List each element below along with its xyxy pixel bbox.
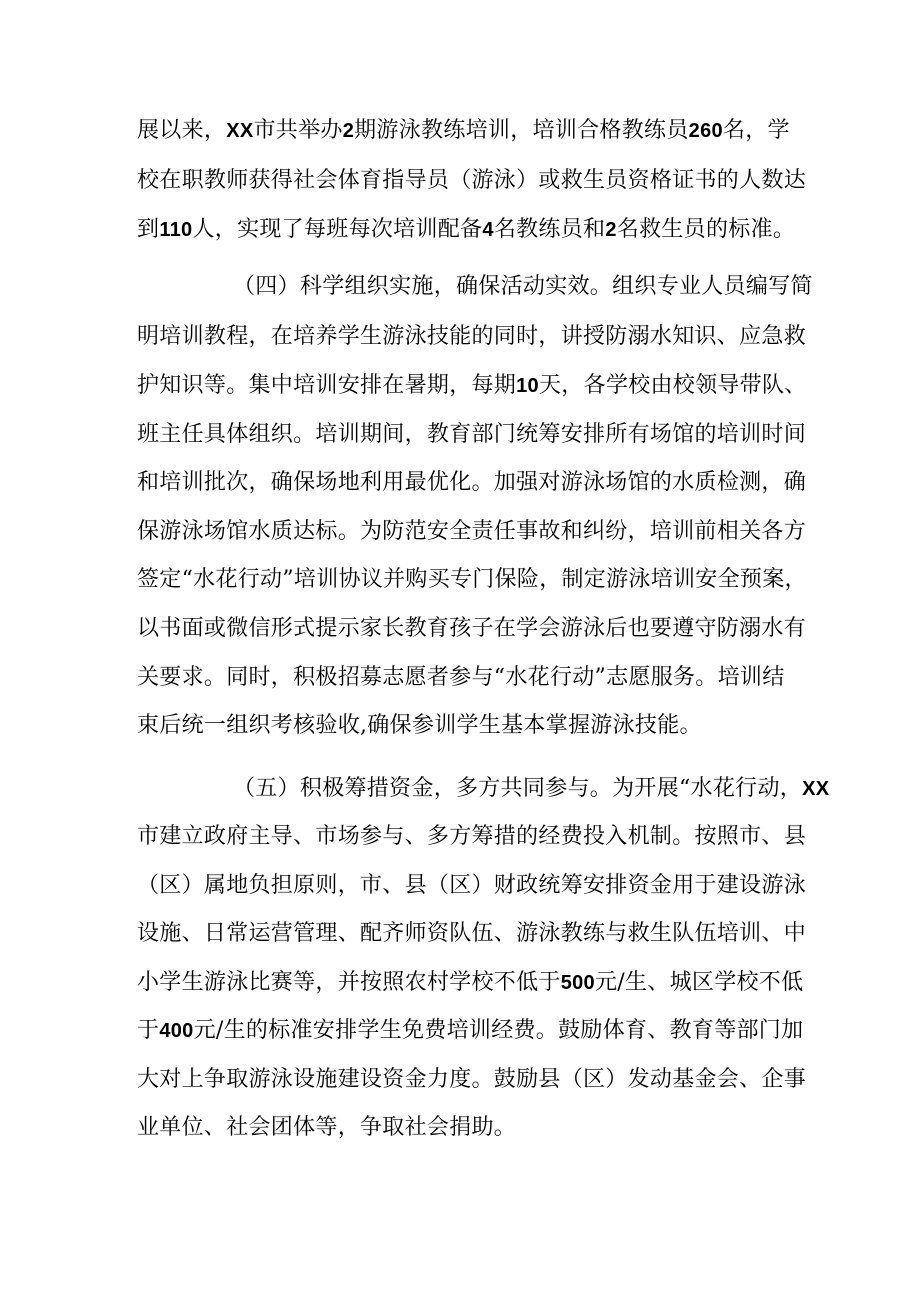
text-run-bold: XX: [226, 120, 254, 142]
section-5-line-2: [137, 822, 806, 852]
text-run: （四）科学组织实施，确保活动实效。组织专业人员编写简: [233, 274, 813, 299]
text-run-bold: 500: [560, 972, 595, 994]
text-run: 护知识等。集中培训安排在暑期，每期: [137, 373, 517, 398]
text-run: 元/生的标准安排学生免费培训经费。鼓励体育、教育等部门加: [193, 1018, 804, 1043]
section-4-line-9: [137, 663, 785, 693]
section-5-line-8: [137, 1113, 516, 1143]
text-run: 束后统一组织考核验收,确保参训学生基本掌握游泳技能。: [137, 713, 702, 738]
section-5-line-6: [137, 1016, 803, 1046]
section-4-line-10: [137, 711, 702, 741]
section-5-line-4: [137, 919, 806, 949]
text-run-bold: 2: [342, 120, 355, 142]
paragraph-1-line-2: [137, 166, 806, 196]
text-run-bold: 400: [159, 1020, 194, 1042]
section-5-line-3: [137, 871, 806, 901]
section-4-line-2: [137, 322, 806, 352]
text-run: 保游泳场馆水质达标。为防范安全责任事故和纠纷，培训前相关各方: [137, 519, 807, 544]
text-run-bold: 10: [516, 375, 539, 397]
section-4-line-8: [137, 614, 806, 644]
text-run: 校在职教师获得社会体育指导员（游泳）或救生员资格证书的人数达: [137, 168, 807, 193]
paragraph-1-line-1: [137, 116, 790, 146]
text-run: 到: [137, 217, 160, 242]
text-run: 名救生员的标准。: [616, 217, 796, 242]
section-4-line-4: [137, 420, 806, 450]
text-run: 期游泳教练培训，培训合格教练员: [354, 118, 689, 143]
text-run: 名教练员和: [493, 217, 606, 242]
section-4-line-6: [137, 517, 806, 547]
text-run-bold: XX: [802, 778, 830, 800]
section-5-line-7: [137, 1065, 806, 1095]
text-run: （区）属地负担原则，市、县（区）财政统筹安排资金用于建设游泳: [137, 873, 807, 898]
text-run: 设施、日常运营管理、配齐师资队伍、游泳教练与救生队伍培训、中: [137, 921, 807, 946]
section-5-line-5: [137, 968, 803, 998]
text-run: （五）积极筹措资金，多方共同参与。为开展“水花行动，: [233, 776, 803, 801]
paragraph-1-line-3: [137, 215, 795, 245]
text-run-bold: 4: [482, 219, 494, 241]
text-run-bold: 110: [159, 219, 193, 241]
text-run: 名，学: [722, 118, 790, 143]
text-run: 大对上争取游泳设施建设资金力度。鼓励县（区）发动基金会、企事: [137, 1067, 807, 1092]
section-5-line-1: [233, 774, 829, 804]
section-4-line-1: [233, 272, 813, 302]
text-run-bold: 260: [688, 120, 723, 142]
text-run: 人，实现了每班每次培训配备: [192, 217, 483, 242]
text-run: 明培训教程，在培养学生游泳技能的同时，讲授防溺水知识、应急救: [137, 324, 807, 349]
text-run: 展以来，: [137, 118, 227, 143]
text-run: 小学生游泳比赛等，并按照农村学校不低于: [137, 970, 561, 995]
text-run: 市共举办: [253, 118, 343, 143]
section-4-line-3: [137, 371, 807, 401]
section-4-line-5: [137, 468, 806, 498]
text-run: 班主任具体组织。培训期间，教育部门统筹安排所有场馆的培训时间: [137, 422, 807, 447]
text-run: 业单位、社会团体等，争取社会捐助。: [137, 1115, 517, 1140]
section-4-line-7: [137, 565, 807, 595]
text-run-bold: 2: [605, 219, 617, 241]
text-run: 市建立政府主导、市场参与、多方筹措的经费投入机制。按照市、县: [137, 824, 807, 849]
text-run: 于: [137, 1018, 160, 1043]
text-run: 签定“水花行动”培训协议并购买专门保险，制定游泳培训安全预案，: [137, 567, 807, 592]
text-run: 天，各学校由校领导带队、: [538, 373, 807, 398]
text-run: 元/生、城区学校不低: [594, 970, 804, 995]
text-run: 关要求。同时，积极招募志愿者参与“水花行动”志愿服务。培训结: [137, 665, 785, 690]
text-run: 和培训批次，确保场地利用最优化。加强对游泳场馆的水质检测，确: [137, 470, 807, 495]
text-run: 以书面或微信形式提示家长教育孩子在学会游泳后也要遵守防溺水有: [137, 616, 807, 641]
